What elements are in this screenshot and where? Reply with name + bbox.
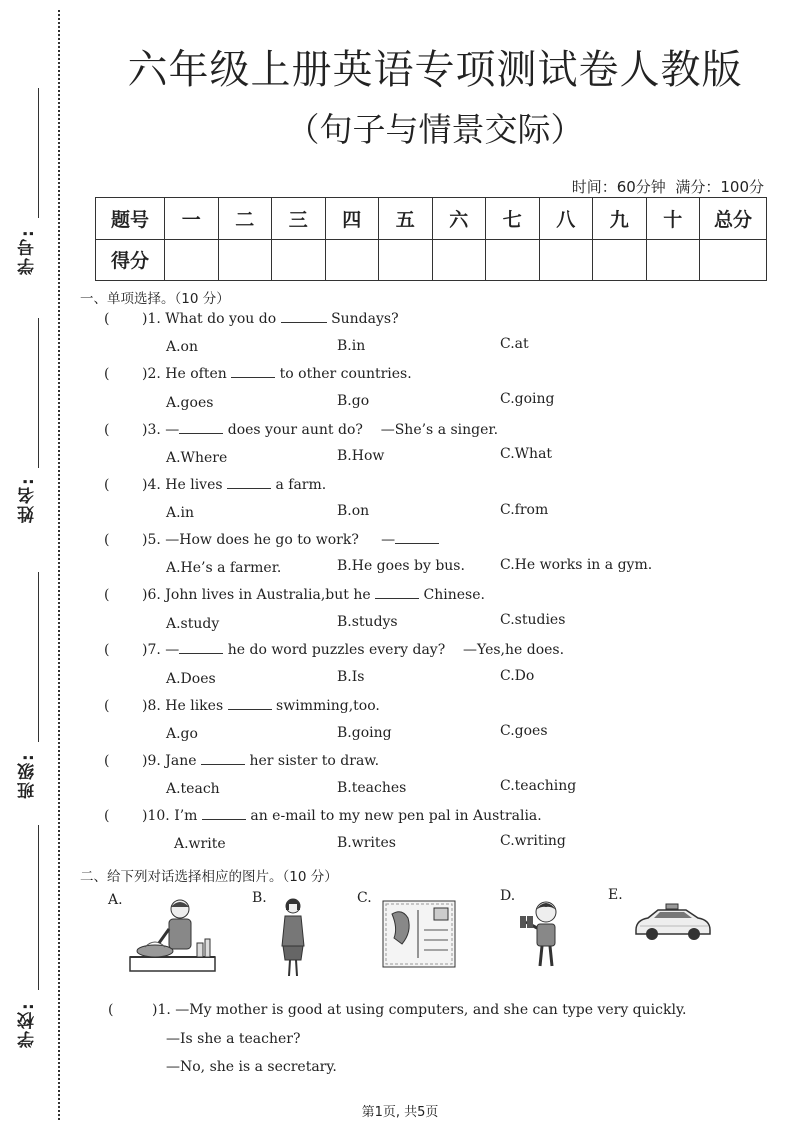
page-number: 第1页, 共5页 bbox=[361, 1105, 439, 1120]
class-line bbox=[38, 572, 39, 742]
class-label: 班级: bbox=[18, 752, 38, 800]
answer-blank bbox=[201, 764, 245, 765]
option-c: C.What bbox=[500, 446, 553, 462]
answer-paren[interactable]: ( bbox=[104, 698, 110, 714]
page-subtitle: （句子与情景交际） bbox=[286, 110, 584, 149]
answer-blank bbox=[179, 653, 223, 654]
score-entry-cell[interactable] bbox=[700, 239, 767, 281]
answer-blank bbox=[395, 543, 439, 544]
dialogue-line-3: —No, she is a secretary. bbox=[166, 1059, 337, 1075]
option-a: A.study bbox=[166, 616, 220, 632]
option-b: B.studys bbox=[337, 614, 398, 630]
table-cell: 六 bbox=[432, 198, 486, 240]
option-a: A.Where bbox=[166, 450, 228, 466]
picture-label-d: D. bbox=[500, 888, 516, 904]
question-5: ( )5. —How does he go to work? — bbox=[104, 532, 439, 548]
option-a: A.write bbox=[174, 836, 226, 852]
score-table-header-row bbox=[96, 198, 767, 240]
option-c: C.teaching bbox=[500, 778, 577, 794]
option-b: B.go bbox=[337, 393, 370, 409]
dumbbell-boy-icon bbox=[518, 898, 570, 970]
table-cell: 五 bbox=[379, 198, 433, 240]
picture-label-a: A. bbox=[108, 892, 123, 908]
score-table-score-row bbox=[96, 239, 767, 281]
binding-dotted-line bbox=[58, 10, 60, 1120]
answer-paren[interactable]: ( bbox=[104, 587, 110, 603]
picture-label-b: B. bbox=[252, 890, 267, 906]
option-b: B.How bbox=[337, 448, 385, 464]
answer-paren[interactable]: ( bbox=[104, 366, 110, 382]
table-cell: 二 bbox=[218, 198, 272, 240]
answer-blank bbox=[231, 377, 275, 378]
picture-label-c: C. bbox=[357, 890, 372, 906]
score-entry-cell[interactable] bbox=[486, 239, 540, 281]
option-c: C.at bbox=[500, 336, 529, 352]
question-6: ( )6. John lives in Australia,but he Chinese. bbox=[104, 587, 485, 603]
option-a: A.on bbox=[166, 339, 199, 355]
answer-blank bbox=[202, 819, 246, 820]
section1-heading: 一、单项选择。（10 分） bbox=[80, 291, 230, 307]
answer-paren[interactable]: ( bbox=[104, 642, 110, 658]
option-b: B.writes bbox=[337, 835, 396, 851]
option-a: A.in bbox=[166, 505, 195, 521]
table-cell: 四 bbox=[325, 198, 379, 240]
question-1: ( )1. What do you do Sundays? bbox=[104, 311, 399, 327]
option-c: C.writing bbox=[500, 833, 566, 849]
option-a: A.teach bbox=[166, 781, 220, 797]
score-entry-cell[interactable] bbox=[218, 239, 272, 281]
score-table bbox=[95, 197, 767, 281]
score-entry-cell[interactable] bbox=[165, 239, 219, 281]
table-cell: 十 bbox=[646, 198, 700, 240]
score-entry-cell[interactable] bbox=[379, 239, 433, 281]
score-entry-cell[interactable] bbox=[646, 239, 700, 281]
student-no-line bbox=[38, 88, 39, 218]
question-3: ( )3. — does your aunt do? —She’s a singer. bbox=[104, 422, 499, 438]
score-entry-cell[interactable] bbox=[432, 239, 486, 281]
answer-paren[interactable]: ( bbox=[104, 422, 110, 438]
table-cell: 一 bbox=[165, 198, 219, 240]
table-cell: 八 bbox=[539, 198, 593, 240]
answer-blank bbox=[375, 598, 419, 599]
table-cell: 得分 bbox=[96, 239, 165, 281]
answer-blank bbox=[227, 488, 271, 489]
answer-paren[interactable]: ( bbox=[104, 532, 110, 548]
school-line bbox=[38, 825, 39, 990]
answer-blank bbox=[281, 322, 327, 323]
dialogue-line-2: —Is she a teacher? bbox=[166, 1031, 301, 1047]
option-b: B.on bbox=[337, 503, 370, 519]
option-a: A.Does bbox=[166, 671, 216, 687]
question-10: ( )10. I’m an e-mail to my new pen pal in Australia. bbox=[104, 808, 542, 824]
student-no-label: 学号: bbox=[18, 228, 38, 276]
option-c: C.Do bbox=[500, 668, 535, 684]
answer-paren[interactable]: ( bbox=[104, 808, 110, 824]
table-cell: 七 bbox=[486, 198, 540, 240]
question-9: ( )9. Jane her sister to draw. bbox=[104, 753, 380, 769]
score-entry-cell[interactable] bbox=[539, 239, 593, 281]
time-limit: 时间：60分钟 bbox=[571, 178, 666, 196]
answer-paren[interactable]: ( bbox=[104, 311, 110, 327]
option-a: A.go bbox=[166, 726, 198, 742]
table-cell: 三 bbox=[272, 198, 326, 240]
page-title: 六年级上册英语专项测试卷人教版 bbox=[127, 47, 743, 93]
name-line bbox=[38, 318, 39, 468]
option-a: A.He’s a farmer. bbox=[166, 560, 282, 576]
woman-icon bbox=[276, 896, 310, 980]
full-score: 满分：100分 bbox=[675, 178, 764, 196]
dialogue-question-1: ( )1. —My mother is good at using computers, and she can type very quickly. bbox=[108, 1002, 687, 1018]
question-4: ( )4. He lives a farm. bbox=[104, 477, 327, 493]
option-b: B.Is bbox=[337, 669, 365, 685]
taxi-icon bbox=[632, 902, 712, 942]
option-b: B.teaches bbox=[337, 780, 407, 796]
table-cell: 总分 bbox=[700, 198, 767, 240]
option-c: C.He works in a gym. bbox=[500, 557, 653, 573]
option-c: C.goes bbox=[500, 723, 548, 739]
option-b: B.He goes by bus. bbox=[337, 558, 465, 574]
question-8: ( )8. He likes swimming,too. bbox=[104, 698, 380, 714]
option-b: B.going bbox=[337, 725, 392, 741]
table-cell: 题号 bbox=[96, 198, 165, 240]
question-2: ( )2. He often to other countries. bbox=[104, 366, 412, 382]
exam-info bbox=[572, 176, 764, 197]
option-c: C.from bbox=[500, 502, 549, 518]
picture-label-e: E. bbox=[608, 887, 623, 903]
cook-icon bbox=[125, 895, 220, 977]
score-entry-cell[interactable] bbox=[325, 239, 379, 281]
postcard-icon bbox=[382, 900, 456, 968]
section2-heading: 二、给下列对话选择相应的图片。（10 分） bbox=[80, 869, 338, 885]
option-b: B.in bbox=[337, 338, 366, 354]
option-c: C.going bbox=[500, 391, 555, 407]
answer-paren[interactable]: ( bbox=[104, 477, 110, 493]
answer-blank bbox=[228, 709, 272, 710]
school-label: 学校: bbox=[18, 1001, 38, 1049]
answer-blank bbox=[179, 433, 223, 434]
table-cell: 九 bbox=[593, 198, 647, 240]
answer-paren[interactable]: ( bbox=[104, 753, 110, 769]
option-a: A.goes bbox=[166, 395, 214, 411]
score-entry-cell[interactable] bbox=[593, 239, 647, 281]
answer-paren[interactable]: ( bbox=[108, 1002, 114, 1018]
name-label: 姓名: bbox=[18, 476, 38, 524]
question-7: ( )7. — he do word puzzles every day? —Yes,he does. bbox=[104, 642, 565, 658]
score-entry-cell[interactable] bbox=[272, 239, 326, 281]
option-c: C.studies bbox=[500, 612, 566, 628]
